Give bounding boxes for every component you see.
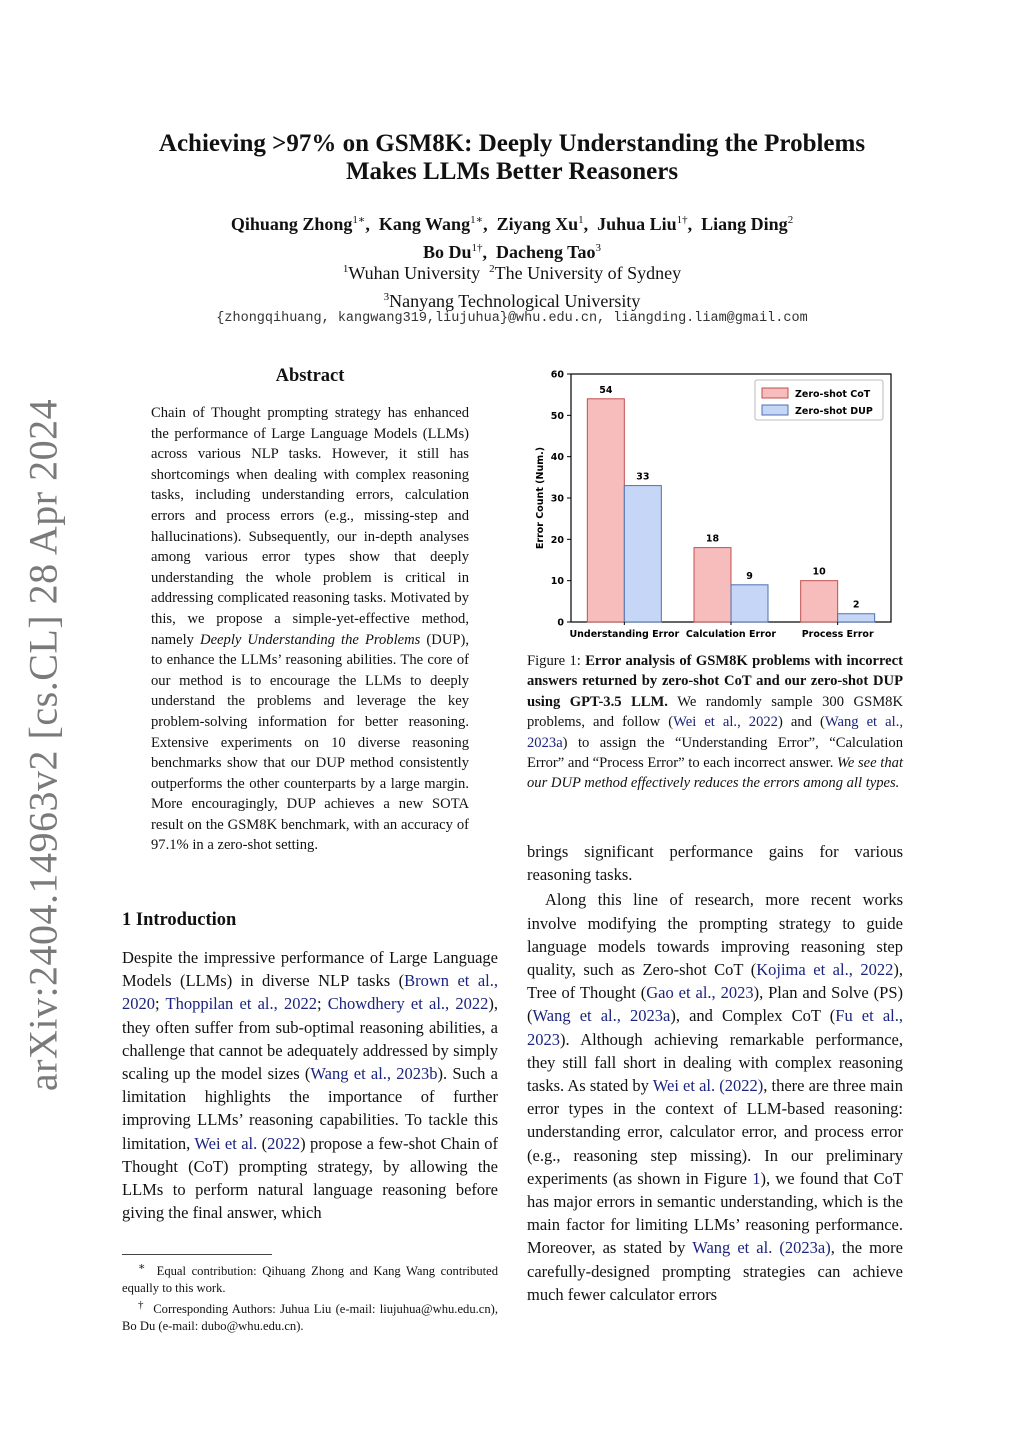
intro-paragraph [122,946,498,1224]
paper-title [100,130,924,186]
author-mark: 1† [676,214,688,226]
citation-link[interactable]: Chowdhery et al., 2022 [327,994,489,1014]
paragraph [527,888,903,1306]
citation-link[interactable]: Kojima et al., 2022 [756,960,894,980]
footnote-text: Equal contribution: Qihuang Zhong and Kang Wang contributed equally to this work. [122,1264,499,1296]
bar [694,548,731,622]
title-line-1: Achieving >97% on GSM8K: Deeply Understanding the Problems [158,130,866,157]
footnote-mark: ∗ [138,1261,146,1273]
citation-link[interactable]: Wei et al., 2022 [673,714,778,731]
y-tick-label: 20 [550,534,564,546]
text-run: ) to assign the “Understanding Error”, “Calculation Error” and “Process Error” to each incorrect answer. [527,734,903,772]
x-tick-label: Understanding Error [569,629,680,640]
text-run: ) propose a few-shot Chain of Thought (CoT) prompting strategy, by allowing the LLMs to perform natural language reasoning before giving the final answer, which [122,1133,498,1223]
text-run: ), we found that CoT has major errors in semantic understanding, which is the main factor for limiting LLMs’ reasoning performance. Moreover, as stated by [527,1168,903,1258]
author-mark: 1∗ [470,214,484,226]
bar [838,614,875,622]
text-run: , the more carefully-designed prompting strategies can achieve much fewer calculator errors [527,1238,903,1304]
affiliations [100,257,924,313]
footnotes [122,1259,498,1335]
author-name: Liang Ding [701,214,788,234]
error-analysis-chart [527,362,905,644]
footnote-mark: † [138,1299,145,1312]
y-tick-label: 10 [550,576,564,588]
section-heading-introduction: 1 Introduction [122,910,237,930]
citation-link[interactable]: Wei et al. (2022) [652,1076,764,1096]
x-tick-label: Calculation Error [685,629,777,640]
text-run: ). Although achieving remarkable performance, they still fall short in dealing with complex reasoning tasks. As stated by [527,1029,903,1096]
caption-italic: We see that our DUP method effectively reduces the errors among all types. [527,755,903,792]
bar-data-label: 33 [636,471,650,483]
affil-mark: 1 [342,263,349,275]
abstract-part: Chain of Thought prompting strategy has enhanced the performance of Large Language Models (LLMs) across various NLP tasks. However, it still has shortcomings when dealing with complex reasoning tasks, including understanding errors, calculation errors and process errors (e.g., missing-step and hallucinations). Subsequently, our in-depth analyses among various error types show that deeply understanding the whole problem is critical in addressing complicated reasoning tasks. Motivated by this, we propose a simple-yet-effective method, namely [151,405,469,648]
text-run: ). Such a limitation highlights the importance of further improving LLMs’ reasoning capabilities. To tackle this limitation, [122,1064,498,1153]
arxiv-id: arXiv:2404.14963v2 [cs.CL] 28 Apr 2024 [20,398,66,1092]
caption-bold: Error analysis of GSM8K problems with incorrect answers returned by zero-shot CoT and our zero-shot DUP using GPT-3.5 LLM. [527,653,903,710]
author-mark: 3 [595,242,602,254]
text-run: Despite the impressive performance of Large Language Models (LLMs) in diverse NLP tasks ( [122,948,498,991]
arxiv-stamp [8,398,78,1092]
author-name: Dacheng Tao [495,242,596,262]
abstract-heading: Abstract [275,366,345,386]
author-name: Ziyang Xu [496,214,579,234]
footnote-text: Corresponding Authors: Juhua Liu (e-mail: liujuhua@whu.edu.cn), Bo Du (e-mail: dubo@whu.edu.cn). [122,1302,499,1334]
bar [587,399,624,622]
citation-link[interactable]: Gao et al., 2023 [646,983,754,1003]
y-tick-label: 50 [550,410,564,422]
author-list: Qihuang Zhong$^{1∗}$, Kang Wang$^{1∗}$, Ziyang Xu$^1$, Juhua Liu$^{1\dagger}$, Liang Ding$^2$ Bo $Du^{1\dagger}$, Dacheng Tao$^3$ [230,214,794,262]
affiliation: Wuhan University [348,263,481,283]
text-run: ), Plan and Solve (PS) ( [527,983,903,1026]
bar [731,585,768,622]
author-mark: 1 [578,214,584,226]
method-name: Deeply Understanding the Problems [200,631,421,648]
paragraph: brings significant performance gains for various reasoning tasks. [527,842,903,885]
text-run: ), and Complex CoT ( [670,1006,836,1026]
y-tick-label: 40 [550,452,564,464]
title-line-2: Makes LLMs Better Reasoners [345,158,679,185]
citation-link[interactable]: 2022 [267,1133,301,1153]
text-run: We randomly sample 300 GSM8K problems, and follow ( [527,693,904,731]
x-tick-label: Process Error [801,629,874,640]
author-mark: 2 [787,214,794,226]
bar-data-label: 54 [599,384,613,396]
citation-link[interactable]: Wei et al. [194,1133,258,1153]
text-run: ; [316,994,328,1014]
citation-link[interactable]: Wang et al., 2023b [310,1064,438,1084]
caption-label: Figure 1: [527,653,586,669]
author-name: Bo Du [422,242,472,262]
y-axis-label: Error Count (Num.) [535,446,546,550]
bar-data-label: 18 [705,533,720,545]
text-run: ) and ( [777,714,825,731]
citation-link[interactable]: Fu et al., 2023 [527,1006,903,1049]
legend-swatch [762,405,788,415]
text-run: Along this line of research, more recent works involve modifying the prompting strategy to guide language models towards improving reasoning step quality, such as Zero-shot CoT ( [527,890,903,980]
y-tick-label: 30 [550,493,564,505]
text-run: , there are three main error types in the context of LLM-based reasoning: understanding error, calculator error, and process error (e.g., reasoning step missing). In our preliminary experiments (as shown in Figure [527,1076,903,1188]
citation-link[interactable]: Brown et al., 2020 [122,971,498,1014]
author-name: Kang Wang [378,214,471,234]
text-run: ), they often suffer from sub-optimal reasoning abilities, a challenge that cannot be adequately addressed by simply scaling up the model sizes ( [122,994,498,1084]
bar [801,581,838,622]
author-name: Qihuang Zhong [230,214,353,234]
bar-data-label: 9 [746,570,753,582]
text-run: ( [257,1133,268,1153]
author-mark: 1† [471,242,483,254]
legend-swatch [762,388,788,398]
author-mark: 1∗ [352,214,366,226]
right-column-text [527,840,903,1306]
figure-caption [527,651,903,794]
citation-link[interactable]: Wang et al. (2023a) [692,1238,831,1258]
text-run: ), Tree of Thought ( [527,960,904,1003]
legend-label: Zero-shot CoT [795,389,871,400]
citation-link[interactable]: Thoppilan et al., 2022 [165,994,317,1014]
author-name: Juhua Liu [597,214,677,234]
y-tick-label: 0 [557,617,564,629]
footnote-rule [122,1254,272,1255]
citation-link[interactable]: Wang et al., 2023a [527,714,903,751]
figure-link[interactable]: 1 [752,1168,761,1188]
citation-link[interactable]: Wang et al., 2023a [532,1006,671,1026]
abstract-part: (DUP), to enhance the LLMs’ reasoning abilities. The core of our method is to encourage the LLMs to deeply understand the problems and leverage the key problem-solving information for better reasoning. Extensive experiments on 10 diverse reasoning benchmarks show that our DUP method consistently outperforms the other counterparts by a large margin. More encouragingly, DUP achieves a new SOTA result on the GSM8K benchmark, with an accuracy of 97.1% in a zero-shot setting. [151,631,469,854]
bar [624,486,661,622]
legend-label: Zero-shot DUP [795,406,873,417]
y-tick-label: 60 [550,369,564,381]
bar-data-label: 10 [812,566,826,578]
affiliation: The University of Sydney [494,263,682,283]
abstract-text [151,403,469,856]
affiliation: Nanyang Technological University [389,291,641,311]
affil-mark: 2 [489,263,495,275]
author-emails: {zhongqihuang, kangwang319,liujuhua}@whu.edu.cn, liangding.liam@gmail.com [216,311,808,326]
affil-mark: 3 [383,291,390,303]
bar-data-label: 2 [852,599,860,611]
text-run: ; [155,994,166,1014]
